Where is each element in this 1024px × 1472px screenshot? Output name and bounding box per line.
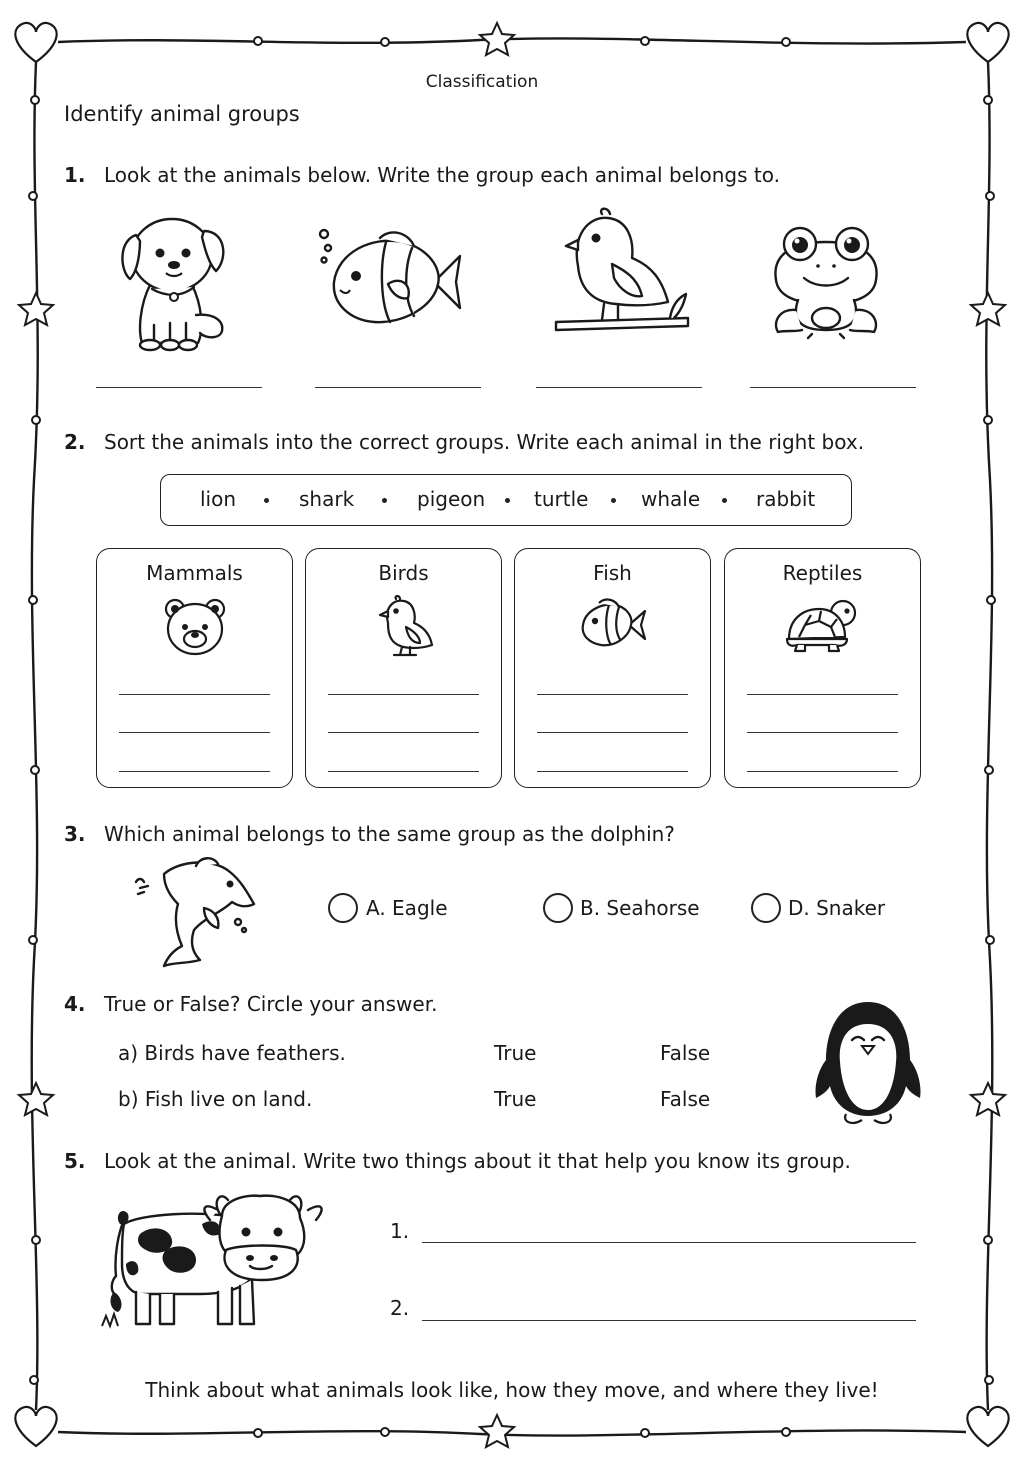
group-box-birds [305,548,502,788]
q4-number: 4. [64,992,86,1016]
option-b-radio[interactable] [543,893,573,923]
word-bank-item: rabbit [756,487,816,511]
answer-line[interactable] [747,694,898,695]
option-a-radio[interactable] [328,893,358,923]
answer-line[interactable] [537,771,688,772]
penguin-icon [812,998,924,1130]
answer-line[interactable] [119,694,270,695]
footer-tip: Think about what animals look like, how they move, and where they live! [145,1378,879,1402]
word-bank-item: whale [641,487,701,511]
word-bank [160,474,852,526]
q1-answer-line-dog[interactable] [96,387,262,388]
option-d-radio[interactable] [751,893,781,923]
statement-b: b) Fish live on land. [118,1087,313,1111]
word-bank-item: lion [200,487,237,511]
q1-answer-line-fish[interactable] [315,387,481,388]
statement-b-true[interactable]: True [494,1087,537,1111]
group-title-mammals: Mammals [146,561,243,585]
q5-text: Look at the animal. Write two things about it that help you know its group. [104,1149,851,1173]
q1-number: 1. [64,163,86,187]
statement-a-false[interactable]: False [660,1041,711,1065]
q2-text: Sort the animals into the correct groups. Write each animal in the right box. [104,430,865,454]
q1-text: Look at the animals below. Write the group each animal belongs to. [104,163,780,187]
q3-number: 3. [64,822,86,846]
worksheet-title: Identify animal groups [64,102,300,126]
q4-text: True or False? Circle your answer. [104,992,438,1016]
word-separator [382,498,387,503]
q5-answer-line-1[interactable] [422,1242,916,1243]
dolphin-icon [134,856,258,968]
q2-number: 2. [64,430,86,454]
answer-line[interactable] [328,732,479,733]
turtle-icon [785,599,859,653]
word-bank-item: turtle [534,487,589,511]
answer-line[interactable] [747,771,898,772]
fish-icon [316,228,466,332]
frog-icon [768,226,884,340]
word-bank-item: pigeon [417,487,486,511]
q5-answer-label-1: 1. [390,1219,410,1243]
statement-a: a) Birds have feathers. [118,1041,346,1065]
answer-line[interactable] [537,694,688,695]
option-d-label[interactable]: D. Snaker [788,896,886,920]
answer-line[interactable] [747,732,898,733]
fish-icon [579,599,647,651]
bear-icon [163,597,227,657]
answer-line[interactable] [119,732,270,733]
group-title-fish: Fish [593,561,632,585]
option-b-label[interactable]: B. Seahorse [580,896,700,920]
q1-answer-line-bird[interactable] [536,387,702,388]
word-separator [505,498,510,503]
bird-icon [552,206,692,336]
group-title-reptiles: Reptiles [782,561,863,585]
answer-line[interactable] [119,771,270,772]
answer-line[interactable] [328,694,479,695]
group-title-birds: Birds [378,561,429,585]
statement-a-true[interactable]: True [494,1041,537,1065]
statement-b-false[interactable]: False [660,1087,711,1111]
q5-number: 5. [64,1149,86,1173]
word-separator [264,498,269,503]
answer-line[interactable] [328,771,479,772]
word-bank-item: shark [299,487,355,511]
group-box-reptiles [724,548,921,788]
word-separator [722,498,727,503]
dog-icon [110,205,240,355]
q1-answer-line-frog[interactable] [750,387,916,388]
chick-icon [378,595,434,657]
word-separator [611,498,616,503]
answer-line[interactable] [537,732,688,733]
group-box-fish [514,548,711,788]
group-box-mammals [96,548,293,788]
option-a-label[interactable]: A. Eagle [366,896,448,920]
worksheet-topic: Classification [425,72,539,92]
q3-text: Which animal belongs to the same group as the dolphin? [104,822,675,846]
cow-icon [100,1184,330,1336]
q5-answer-line-2[interactable] [422,1320,916,1321]
q5-answer-label-2: 2. [390,1296,410,1320]
